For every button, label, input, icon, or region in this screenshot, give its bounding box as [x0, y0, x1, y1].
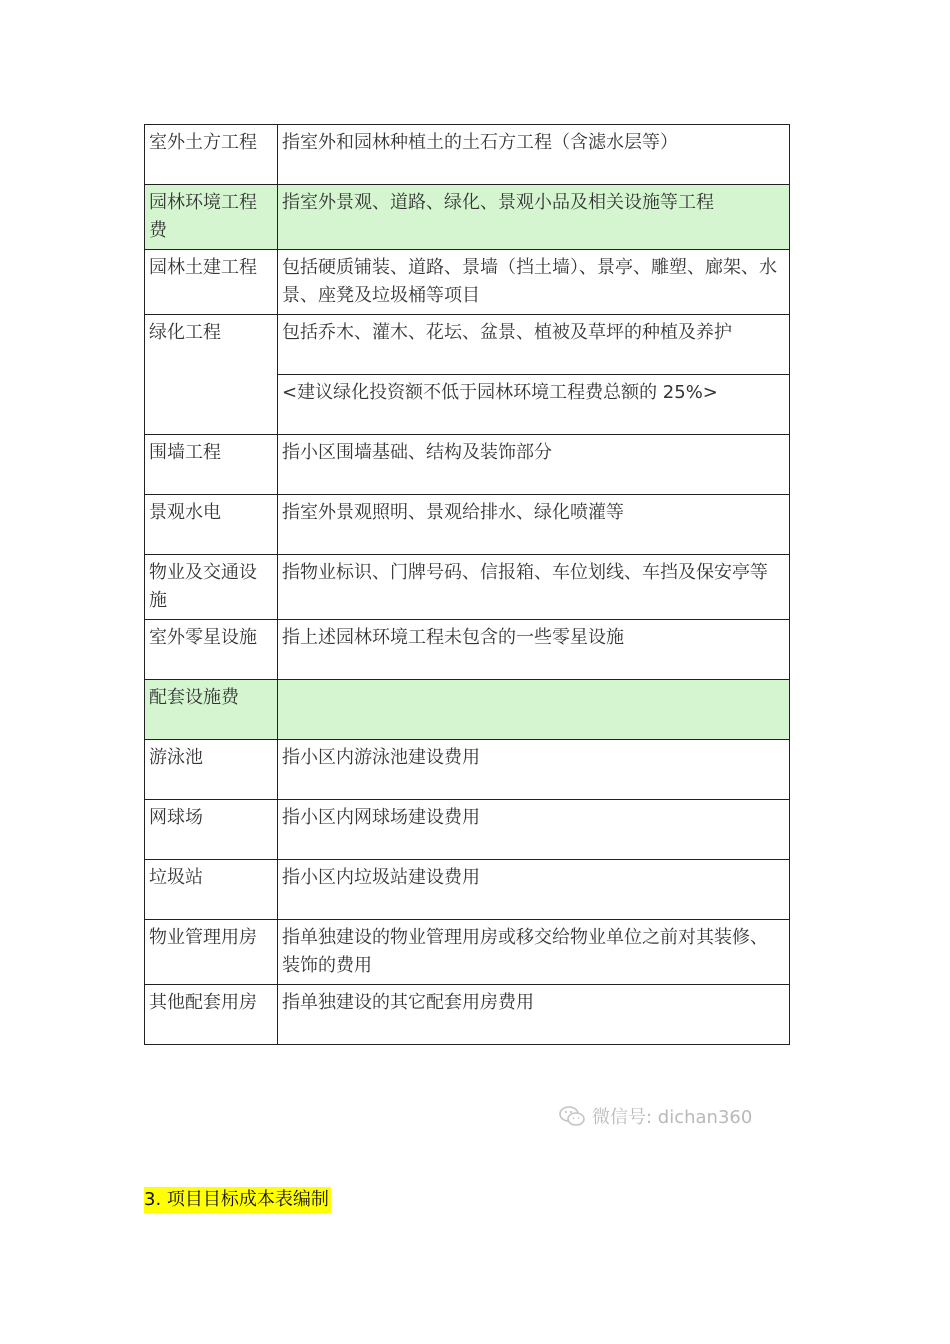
item-description: 指小区内网球场建设费用 — [278, 800, 790, 860]
item-description: 指物业标识、门牌号码、信报箱、车位划线、车挡及保安亭等 — [278, 555, 790, 620]
item-name: 景观水电 — [145, 495, 278, 555]
item-description: 指室外景观照明、景观给排水、绿化喷灌等 — [278, 495, 790, 555]
table-row — [145, 125, 790, 185]
cost-table — [144, 124, 790, 1045]
item-name: 室外零星设施 — [145, 620, 278, 680]
item-description: 指室外和园林种植土的土石方工程（含滤水层等） — [278, 125, 790, 185]
item-name: 其他配套用房 — [145, 985, 278, 1045]
item-name: 围墙工程 — [145, 435, 278, 495]
item-description: 指室外景观、道路、绿化、景观小品及相关设施等工程 — [278, 185, 790, 250]
item-name: 物业管理用房 — [145, 920, 278, 985]
table-row — [145, 800, 790, 860]
table-row-highlight — [145, 680, 790, 740]
item-description: 指小区内游泳池建设费用 — [278, 740, 790, 800]
table-row — [145, 315, 790, 375]
watermark-text: 微信号: dichan360 — [592, 1107, 753, 1128]
watermark — [558, 1103, 752, 1129]
item-name: 网球场 — [145, 800, 278, 860]
table-row — [145, 495, 790, 555]
table-row — [145, 985, 790, 1045]
table-row — [145, 920, 790, 985]
item-name: 园林环境工程费 — [145, 185, 278, 250]
item-note: <建议绿化投资额不低于园林环境工程费总额的 25%> — [278, 375, 790, 435]
item-description: 包括硬质铺装、道路、景墙（挡土墙）、景亭、雕塑、廊架、水景、座凳及垃圾桶等项目 — [278, 250, 790, 315]
table-row — [145, 620, 790, 680]
item-description: 指单独建设的其它配套用房费用 — [278, 985, 790, 1045]
item-name: 物业及交通设施 — [145, 555, 278, 620]
table-row — [145, 555, 790, 620]
item-name: 绿化工程 — [145, 315, 278, 435]
item-name: 垃圾站 — [145, 860, 278, 920]
item-description: 指单独建设的物业管理用房或移交给物业单位之前对其装修、装饰的费用 — [278, 920, 790, 985]
item-name: 园林土建工程 — [145, 250, 278, 315]
table-row — [145, 740, 790, 800]
item-name: 室外土方工程 — [145, 125, 278, 185]
table-row — [145, 860, 790, 920]
item-description — [278, 680, 790, 740]
table-row-highlight — [145, 185, 790, 250]
wechat-icon — [558, 1105, 586, 1127]
item-description: 指小区围墙基础、结构及装饰部分 — [278, 435, 790, 495]
table-row — [145, 250, 790, 315]
item-description: 指小区内垃圾站建设费用 — [278, 860, 790, 920]
item-name: 配套设施费 — [145, 680, 278, 740]
item-name: 游泳池 — [145, 740, 278, 800]
item-description: 指上述园林环境工程未包含的一些零星设施 — [278, 620, 790, 680]
item-description: 包括乔木、灌木、花坛、盆景、植被及草坪的种植及养护 — [278, 315, 790, 375]
section-heading: 3. 项目目标成本表编制 — [144, 1187, 331, 1213]
table-row — [145, 435, 790, 495]
